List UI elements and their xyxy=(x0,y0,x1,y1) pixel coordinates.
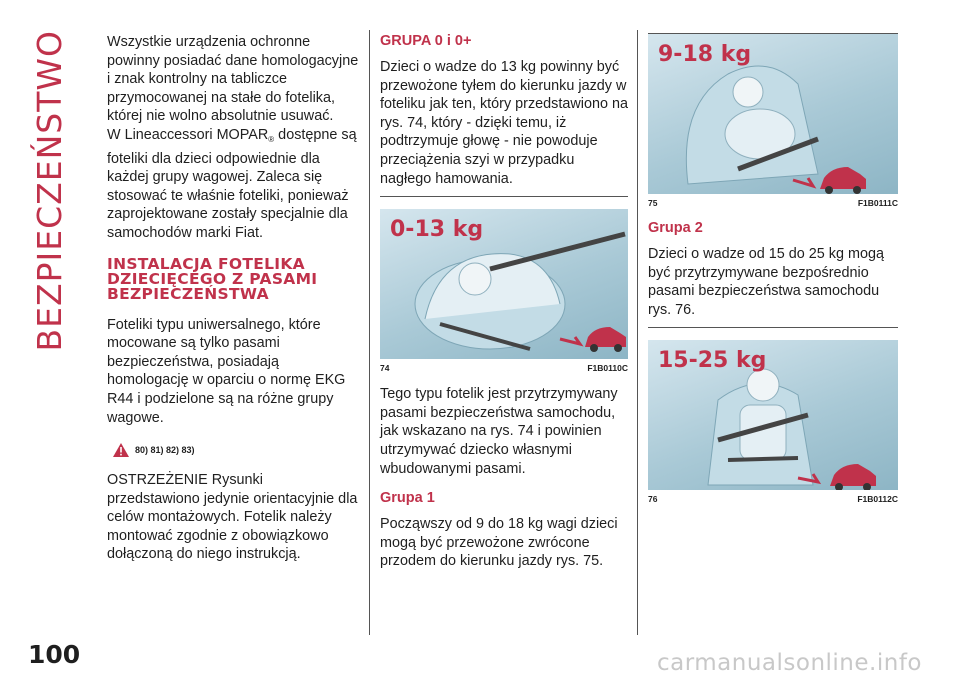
car-icon xyxy=(585,327,626,352)
column-divider xyxy=(637,30,638,635)
figure-caption xyxy=(380,363,628,373)
watermark: carmanualsonline.info xyxy=(656,650,922,676)
figure-image xyxy=(380,209,628,359)
figure-weight-label: 15-25 kg xyxy=(658,348,767,374)
column-1 xyxy=(107,33,359,564)
registered-mark: ® xyxy=(268,134,275,144)
warning-reference xyxy=(113,443,359,457)
warning-refs: 80) 81) 82) 83) xyxy=(135,445,195,456)
figure-weight-label: 9-18 kg xyxy=(658,42,752,67)
intro-paragraph: Wszystkie urządzenia ochronne powinny posiadać dane homologacyjne i znak kontrolny na tabliczce przymocowanej na stałe do fotelika, której nie wolno absolutnie usuwać. xyxy=(107,34,359,125)
column-2 xyxy=(380,33,628,571)
figure-number: 75 xyxy=(648,198,658,208)
figure-number: 74 xyxy=(380,363,390,374)
figure-image xyxy=(648,34,898,194)
mopar-paragraph xyxy=(107,126,359,243)
group-1-heading: Grupa 1 xyxy=(380,490,435,507)
figure-number: 76 xyxy=(648,494,658,505)
figure-76 xyxy=(648,327,898,504)
group-1-paragraph: Począwszy od 9 do 18 kg wagi dzieci mogą być przewożone zwrócone przodem do kierunku jazdy rys. 75. xyxy=(380,516,618,570)
car-icon xyxy=(830,464,876,490)
section-side-tab: BEZPIECZEŃSTWO xyxy=(30,30,69,352)
page-number: 100 xyxy=(28,640,81,669)
warning-paragraph: OSTRZEŻENIE Rysunki przedstawiono jedynie orientacyjnie dla celów montażowych. Fotelik należy montować zgodnie z obowiązkowo dołączoną do niego instrukcją. xyxy=(107,472,358,563)
seat-belt-paragraph: Tego typu fotelik jest przytrzymywany pasami bezpieczeństwa samochodu, jak wskazano na rys. 74 i powinien utrzymywać dziecko własnymi wbudowanymi pasami. xyxy=(380,386,618,477)
group-0-paragraph: Dzieci o wadze do 13 kg powinny być przewożone tyłem do kierunku jazdy w foteliku jak ten, który przedstawiono na rys. 74, który - dzięki temu, iż podtrzymuje głowę - nie powoduje przeciążenia szyi w przypadku nagłego hamowania. xyxy=(380,59,628,187)
figure-weight-label: 0-13 kg xyxy=(390,217,484,243)
figure-74 xyxy=(380,196,628,373)
group-2-heading: Grupa 2 xyxy=(648,220,703,236)
universal-seats-paragraph: Foteliki typu uniwersalnego, które mocowane są tylko pasami bezpieczeństwa, posiadają homologację w oparciu o normę EKG R44 i podzielone są na różne grupy wagowe. xyxy=(107,316,346,426)
column-divider xyxy=(369,30,370,635)
mopar-text-a: W Lineaccessori MOPAR xyxy=(107,126,269,143)
mopar-text-b: dostępne są foteliki dla dzieci odpowiednie dla każdej grupy wagowej. Zaleca się stosować te właśnie foteliki, ponieważ zaprojektowane zostały specjalnie dla samochodów marki Fiat. xyxy=(107,126,357,241)
figure-caption xyxy=(648,494,898,504)
group-0-heading: GRUPA 0 i 0+ xyxy=(380,33,472,49)
column-3 xyxy=(648,33,898,504)
figure-code: F1B0112C xyxy=(857,494,898,505)
figure-caption xyxy=(648,198,898,208)
figure-75 xyxy=(648,33,898,208)
section-heading: INSTALACJA FOTELIKA DZIECIĘCEGO Z PASAMI BEZPIECZEŃSTWA xyxy=(107,254,318,303)
warning-triangle-icon xyxy=(113,443,129,457)
group-2-paragraph: Dzieci o wadze od 15 do 25 kg mogą być przytrzymywane bezpośrednio pasami bezpieczeństwa samochodu rys. 76. xyxy=(648,246,884,318)
figure-image xyxy=(648,340,898,490)
figure-code: F1B0111C xyxy=(857,198,898,208)
figure-code: F1B0110C xyxy=(587,363,628,374)
car-icon xyxy=(820,167,866,194)
